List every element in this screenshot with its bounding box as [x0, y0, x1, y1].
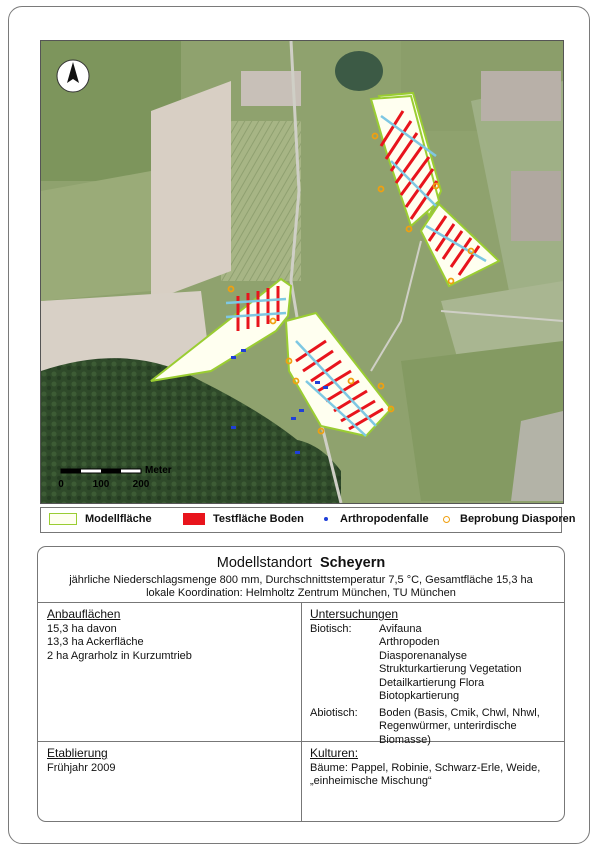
legend-beprobung	[443, 513, 576, 525]
untersuchungen-heading: Untersuchungen	[310, 607, 399, 621]
abiotisch-row	[310, 707, 560, 748]
aerial-map	[40, 40, 564, 504]
map-legend	[40, 507, 576, 533]
anbau-line: 2 ha Agrarholz in Kurzumtrieb	[47, 649, 192, 662]
legend-modellflaeche	[49, 513, 152, 525]
biotisch-label: Biotisch:	[310, 622, 352, 635]
title-site-name: Scheyern	[319, 555, 386, 571]
arthropodenfalle-swatch	[324, 517, 328, 521]
etablierung-text: Frühjahr 2009	[47, 761, 116, 774]
scale-tick-label: 200	[132, 479, 150, 490]
biotisch-item: Detailkartierung Flora	[379, 676, 485, 689]
etablierung-section	[47, 747, 292, 775]
abiotisch-item: Regenwürmer, unterirdische	[379, 720, 517, 732]
title-prefix: Modellstandort	[216, 555, 312, 571]
legend-arthropodenfalle-label: Arthropodenfalle	[340, 513, 429, 525]
kulturen-line: Bäume: Pappel, Robinie, Schwarz-Erle, Weide,	[310, 761, 541, 774]
scale-tick-label: 0	[58, 479, 64, 490]
abiotisch-item: Biomasse)	[379, 733, 431, 746]
site-coordination-line: lokale Koordination: Helmholtz Zentrum München, TU München	[146, 587, 456, 599]
scale-tick-label: 100	[92, 479, 110, 490]
panel-title	[38, 555, 564, 571]
anbau-line: 15,3 ha davon	[47, 622, 117, 635]
kulturen-line: „einheimische Mischung“	[310, 775, 432, 787]
legend-beprobung-label: Beprobung Diasporen	[460, 513, 576, 525]
beprobung-swatch	[443, 516, 450, 523]
biotisch-item: Biotopkartierung	[379, 690, 460, 702]
biotisch-item: Strukturkartierung Vegetation	[379, 663, 522, 675]
legend-arthropodenfalle	[324, 513, 429, 525]
biotisch-item: Avifauna	[379, 622, 422, 635]
divider-vertical	[301, 602, 302, 821]
map-canvas	[41, 41, 563, 503]
testflaeche-swatch	[183, 513, 205, 525]
legend-testflaeche-label: Testfläche Boden	[213, 513, 304, 525]
abiotisch-label: Abiotisch:	[310, 706, 358, 719]
biotisch-item: Diasporenanalyse	[379, 649, 468, 662]
untersuchungen-section	[310, 608, 560, 747]
info-panel	[37, 546, 565, 822]
biotisch-row	[310, 623, 560, 704]
anbau-heading: Anbauflächen	[47, 607, 121, 621]
scale-unit-label: Meter	[145, 465, 172, 476]
anbau-section	[47, 608, 292, 663]
north-arrow-icon	[57, 60, 89, 92]
legend-testflaeche	[183, 513, 304, 525]
kulturen-heading: Kulturen:	[310, 746, 359, 760]
etablierung-heading: Etablierung	[47, 746, 108, 760]
abiotisch-item: Boden (Basis, Cmik, Chwl, Nhwl,	[379, 706, 540, 719]
site-climate-line: jährliche Niederschlagsmenge 800 mm, Durchschnittstemperatur 7,5 °C, Gesamtfläche 15,3 ha	[69, 574, 533, 586]
biotisch-item: Arthropoden	[379, 636, 440, 648]
anbau-line: 13,3 ha Ackerfläche	[47, 636, 144, 648]
modellflaeche-swatch	[49, 513, 77, 525]
legend-modellflaeche-label: Modellfläche	[85, 513, 152, 525]
kulturen-section	[310, 747, 560, 789]
